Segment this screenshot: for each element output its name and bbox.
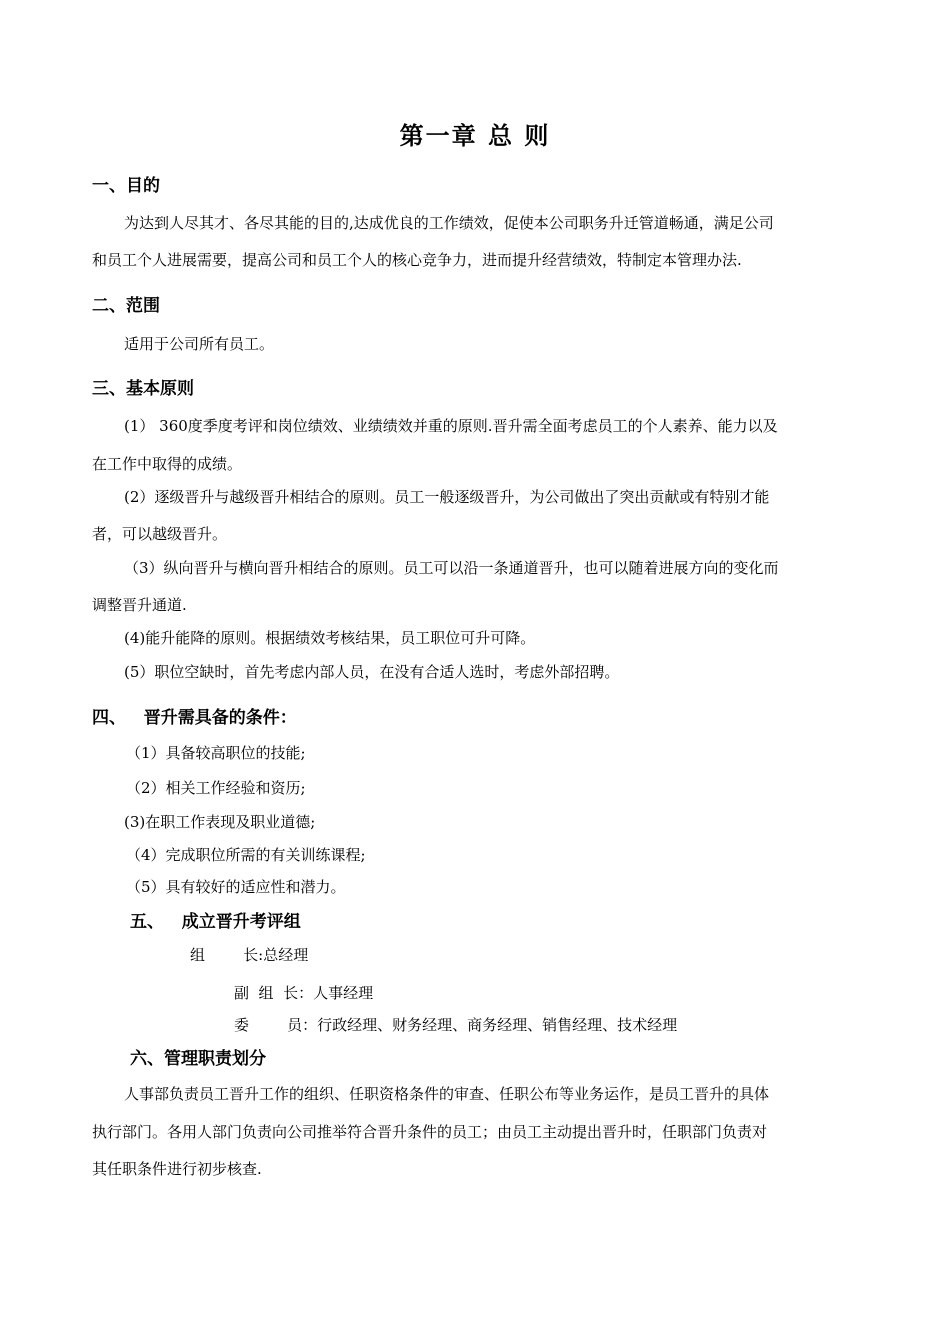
paragraph-line: 和员工个人进展需要，提高公司和员工个人的核心竞争力，进而提升经营绩效，特制定本管理办法.: [92, 251, 742, 269]
paragraph-line: 为达到人尽其才、各尽其能的目的,达成优良的工作绩效，促使本公司职务升迁管道畅通，满足公司: [124, 214, 774, 232]
section-heading-responsibilities: 六、管理职责划分: [130, 1049, 266, 1069]
section-heading-requirements: 四、 晋升需具备的条件：: [92, 708, 297, 728]
paragraph-line: 人事部负责员工晋升工作的组织、任职资格条件的审查、任职公布等业务运作，是员工晋升的具体: [124, 1085, 770, 1103]
list-item: (3)在职工作表现及职业道德;: [124, 813, 316, 831]
committee-deputy: 副 组 长：人事经理: [234, 984, 374, 1002]
section-heading-principles: 三、基本原则: [92, 379, 194, 399]
page-title: 第一章 总 则: [399, 121, 551, 150]
list-item: （1）具备较高职位的技能;: [126, 744, 306, 762]
paragraph-line: 在工作中取得的成绩。: [92, 455, 243, 473]
paragraph-line: 适用于公司所有员工。: [124, 335, 275, 353]
paragraph-line: 执行部门。各用人部门负责向公司推举符合晋升条件的员工；由员工主动提出晋升时，任职部门负责对: [92, 1123, 768, 1141]
paragraph-line: 调整晋升通道.: [92, 596, 187, 614]
list-item: （2）相关工作经验和资历;: [126, 779, 306, 797]
section-heading-committee: 五、 成立晋升考评组: [130, 912, 301, 932]
section-heading-purpose: 一、目的: [92, 176, 160, 196]
list-item: （5）具有较好的适应性和潜力。: [126, 878, 346, 896]
paragraph-line: 其任职条件进行初步核查.: [92, 1160, 262, 1178]
paragraph-line: (4)能升能降的原则。根据绩效考核结果，员工职位可升可降。: [124, 629, 536, 647]
paragraph-line: (2）逐级晋升与越级晋升相结合的原则。员工一般逐级晋升，为公司做出了突出贡献或有特别才能: [124, 488, 770, 506]
section-heading-scope: 二、范围: [92, 296, 160, 316]
committee-leader: 组 长:总经理: [190, 946, 309, 964]
paragraph-line: 者，可以越级晋升。: [92, 525, 228, 543]
list-item: （4）完成职位所需的有关训练课程;: [126, 846, 366, 864]
committee-members: 委 员：行政经理、财务经理、商务经理、销售经理、技术经理: [234, 1016, 678, 1034]
paragraph-line: (5）职位空缺时，首先考虑内部人员，在没有合适人选时，考虑外部招聘。: [124, 663, 620, 681]
paragraph-line: （3）纵向晋升与横向晋升相结合的原则。员工可以沿一条通道晋升，也可以随着进展方向的变化而: [124, 559, 779, 577]
paragraph-line: (1） 360度季度考评和岗位绩效、业绩绩效并重的原则.晋升需全面考虑员工的个人素养、能力以及: [124, 417, 778, 435]
